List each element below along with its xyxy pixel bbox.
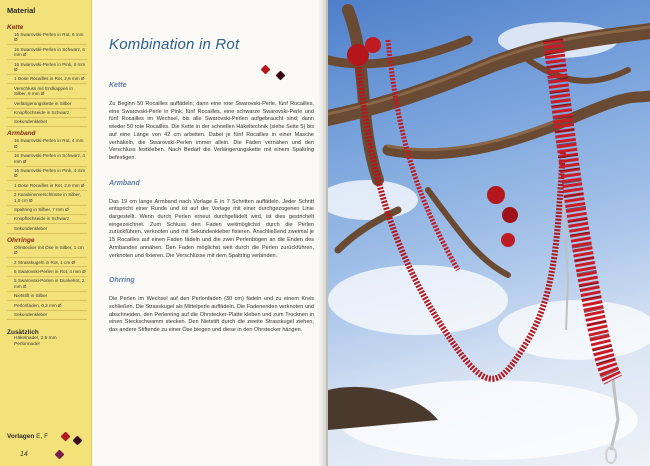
material-item: 2 Strasskugeln in Rot, 1 cm Ø [7,260,87,268]
instruction-heading-armband: Armband [109,179,140,187]
material-item: Nietstift in Silber [7,293,87,301]
section-heading-kette: Kette [7,24,24,31]
instruction-text-ohrring: Die Perlen im Wechsel auf den Perlonfaden (30 cm) fädeln und zu einem Kreis schließen. Die Strasskugel als Mittelperle auffädeln. Die Fadenenden verknoten und abschneiden, den Perlenring auf die Ohrstecker-Platte kleben und zum Trocknen in einen Steckschwamm stecken. Den Nietstift durch die zweite Strasskugel ziehen, das andere Stiftende zu einer Öse biegen und diese in den Ohrstecker hängen. [109,296,314,334]
material-sidebar [0,0,92,466]
material-item: Sekundenkleber [7,312,87,320]
material-item: Verlängerungskette in Silber [7,101,87,109]
instruction-text-armband: Das 19 cm lange Armband nach Vorlage E in 7 Schritten auffädeln. Jeder Schritt entspricht einer Runde und ist auf der Vorlage mit einer durchgezogenen Linie dargestellt. Wenn durch Perlen erneut durchgefädelt wird, ist dies gestrichelt eingezeichnet. Zum Schluss den Faden weitmöglichst durch die Perlen zurückführen, verknoten und mit Sekundenkleber fixieren. Anschließend zweimal je 15 Rocailles auf einen Faden fädeln und die zwei Perlenbögen an die Enden des Armbandes annähen. Den Faden möglichst weit durch die Perlen zurückführen, verknoten und fixieren. Die Verschlüsse mit dem Spaltring verbinden. [109,198,314,259]
bead-decoration-icon [61,432,71,442]
material-item: Knopflochseide in Schwarz [7,216,87,224]
material-item: 16 Swarovski-Perlen in Rot, 4 mm Ø [7,138,87,151]
material-item: 5 Swarovski-Perlen in Dunkelrot, 2 mm Ø [7,278,87,291]
instruction-text-kette: Zu Beginn 50 Rocailles auffädeln; dann eine rote Swarovski-Perle, fünf Rocailles, eine Swarovski-Perle in Pink, fünf Rocailles, eine schwarze Swarovski-Perle und fünf Rocailles im Wechsel, bis alle Swarovski-Perlen aufgebraucht sind; dann wieder 50 rote Rocailles. Die Kette in der schnellen Häkeltechnik (siehe Seite 5) bis auf eine Länge von 42 cm arbeiten. Dabei je fünf Rocailles in einer Masche verhäkeln, die Swarovski-Perlen immer allein. Die Fäden vernähen und den Verschluss festkleben. Nach Bedarf die Verlängerungskette mit einem Spaltring befestigen. [109,101,314,161]
zusatz-item: Häkelnadel, 2,5 mm [14,335,57,341]
material-item: Perlonfaden, 0,3 mm Ø [7,303,87,311]
bead-decoration-icon [261,65,271,75]
material-item: 2 Karabinerverschlüsse in Silber, 1,5 cm Ø [7,192,87,205]
instruction-heading-kette: Kette [109,82,127,89]
earring [487,186,505,204]
material-item: 1 Dose Rocailles in Rot, 2,6 mm Ø [7,183,87,191]
material-item: 16 Swarovski-Perlen in Rot, 6 mm Ø [7,32,87,45]
material-item: Spaltring in Silber, 7 mm Ø [7,207,87,215]
material-item: 16 Swarovski-Perlen in Pink, 6 mm Ø [7,62,87,75]
instruction-page [92,0,326,466]
section-heading-ohrringe: Ohrringe [7,236,35,244]
material-item: Ohrstecker mit Öse in Silber, 1 cm Ø [7,245,87,258]
earring [501,233,515,247]
material-item: Knopflochseide in Schwarz [7,110,87,118]
material-item: Sekundenkleber [7,226,87,234]
material-item: 1 Dose Rocailles in Rot, 2,6 mm Ø [7,76,87,84]
material-item: Sekundenkleber [7,119,87,127]
bead-decoration-icon [276,71,286,81]
vorlagen-line [7,433,48,440]
material-item: 16 Swarovski-Perlen in Schwarz, 4 mm Ø [7,153,87,166]
material-item: 16 Swarovski-Perlen in Pink, 4 mm Ø [7,168,87,181]
zusatz-item: Perlonnadel [14,341,40,347]
page-title: Kombination in Rot [109,36,240,53]
instruction-heading-ohrring: Ohrring [109,277,135,285]
zusatz-title: Zusätzlich [7,328,39,336]
bead-decoration-icon [55,450,65,460]
material-title: Material [7,6,36,15]
vorlagen-label: Vorlagen [7,433,35,440]
material-item: 16 Swarovski-Perlen in Schwarz, 6 mm Ø [7,47,87,60]
section-heading-armband: Armband [7,130,36,138]
earring [502,207,518,223]
page-number: 14 [20,451,28,458]
bead-cluster [365,37,381,53]
jewelry-photo [328,0,650,466]
bead-decoration-icon [73,436,83,446]
material-item: 5 Swarovski-Perlen in Rot, 4 mm Ø [7,269,87,277]
jewelry-illustration [328,0,650,466]
vorlagen-value: E, F [36,433,49,440]
book-spine-shadow [318,0,328,466]
material-item: Verschluss mit Endkappen in Silber, 8 mm Ø [7,86,87,99]
